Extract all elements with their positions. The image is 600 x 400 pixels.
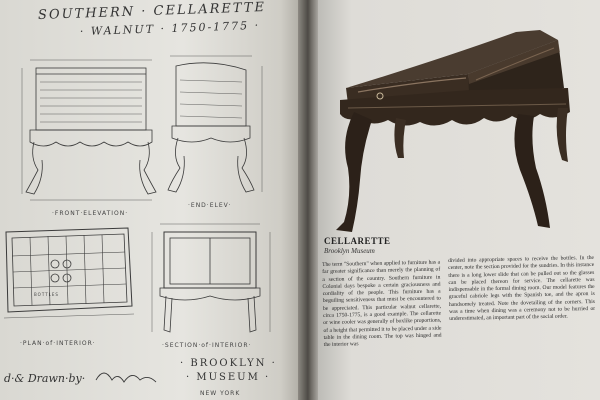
- article-title: CELLARETTE: [324, 236, 391, 246]
- drawing-title: SOUTHERN · CELLARETTE: [37, 0, 267, 23]
- label-front-elevation: ·FRONT·ELEVATION·: [52, 210, 129, 217]
- front-elevation-drawing: [22, 60, 156, 200]
- end-elevation-drawing: [168, 56, 262, 192]
- label-plan-of-interior: ·PLAN·of·INTERIOR·: [20, 340, 96, 347]
- article-column-1: The term "Southern" when applied to furniture has a far greater significance than merely the planning of a section of the country. Southern furniture in Colonial days bespoke a certain graciousness and cordiality of the people. This furniture has a beguiling sensitiveness that must be encountered to be appreciated. This particular walnut cellarette, circa 1750-1775, is a good example. The cellarette or wine cooler was generally of boxlike proportions, of a height that permitted it to be placed under a side table in the dining room. The top was hinged and the interior was: [322, 259, 442, 349]
- label-end-elevation: ·END·ELEV·: [188, 202, 232, 209]
- museum-name-line2: · MUSEUM ·: [186, 372, 271, 383]
- drawn-by-credit: d·& Drawn·by·: [4, 372, 86, 385]
- plan-of-interior-drawing: [4, 228, 134, 318]
- book-gutter: [298, 0, 320, 400]
- right-page-article: [318, 0, 600, 400]
- drawing-subtitle: · WALNUT · 1750-1775 ·: [79, 18, 261, 39]
- label-bottles: BOTTLES: [34, 292, 59, 297]
- article-source: Brooklyn Museum: [324, 247, 375, 255]
- section-of-interior-drawing: [152, 224, 270, 332]
- label-section-of-interior: ·SECTION·of·INTERIOR·: [162, 342, 252, 349]
- signature-scribble: [96, 373, 156, 382]
- article-column-2: divided into appropriate spaces to receive the bottles. In the center, note the section provided for the sundries. In this instance there is a long lower slide that can be pulled out so the glasses can be placed thereon for service. The cellarette was indispensable in the formal dining room. Our model features the graceful cabriole legs with the Spanish toe, and the apron is handsomely treated. Note the dovetailing of the corners. This was a time when dining was a ceremony not to be hurried or underestimated, an important part of the social order.: [448, 254, 596, 323]
- museum-name-line1: · BROOKLYN ·: [180, 358, 277, 369]
- cellarette-photograph: [318, 0, 600, 238]
- museum-city: NEW YORK: [200, 390, 241, 397]
